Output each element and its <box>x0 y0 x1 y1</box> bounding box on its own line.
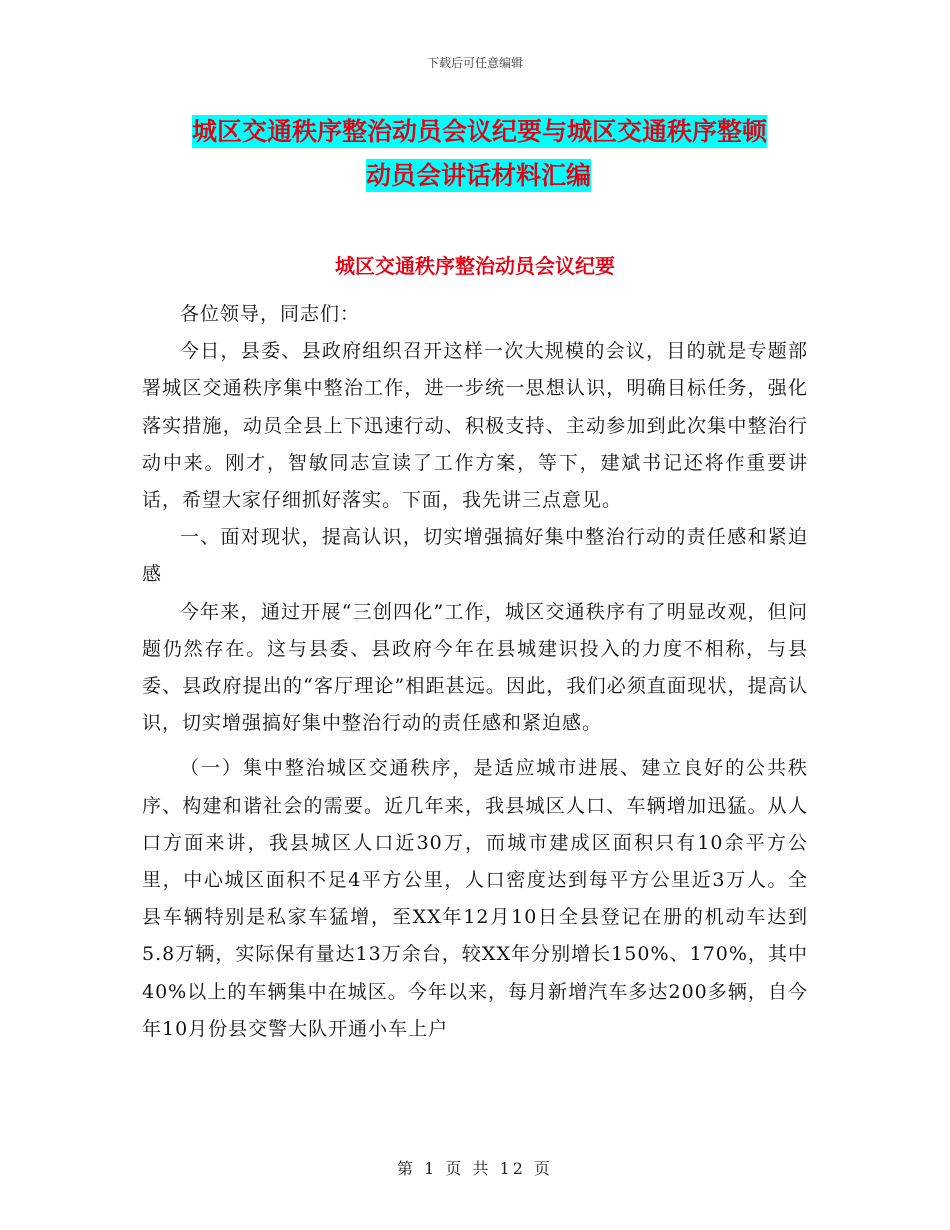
paragraph: （一）集中整治城区交通秩序，是适应城市进展、建立良好的公共秩序、构建和谐社会的需要。近几年来，我县城区人口、车辆增加迅猛。从人口方面来讲，我县城区人口近30万，而城市建成区面积只有10余平方公里，中心城区面积不足4平方公里，人口密度达到每平方公里近3万人。全县车辆特别是私家车猛增，至XX年12月10日全县登记在册的机动车达到5.8万辆，实际保有量达13万余台，较XX年分别增长150%、170%，其中40%以上的车辆集中在城区。今年以来，每月新增汽车多达200多辆，自今年10月份县交警大队开通小车上户 <box>142 757 808 1040</box>
page-total: 12 <box>499 1159 526 1178</box>
paragraph: 今年来，通过开展“三创四化”工作，城区交通秩序有了明显改观，但问题仍然存在。这与县委、县政府今年在县城建识投入的力度不相称，与县委、县政府提出的“客厅理论”相距甚远。因此，我们必须直面现状，提高认识，切实增强搞好集中整治行动的责任感和紧迫感。 <box>142 600 808 735</box>
title-line-1-text: 城区交通秩序整治动员会议纪要与城区交通秩序整顿 <box>192 117 768 146</box>
title-line-2-text: 动员会讲话材料汇编 <box>366 161 592 190</box>
title-line-2 <box>366 154 812 198</box>
paragraph-salutation: 各位领导，同志们： <box>180 303 361 325</box>
document-body <box>142 296 808 1048</box>
paragraph: 今日，县委、县政府组织召开这样一次大规模的会议，目的就是专题部署城区交通秩序集中整治工作，进一步统一思想认识，明确目标任务，强化落实措施，动员全县上下迅速行动、积极支持、主动参加到此次集中整治行动中来。刚才，智敏同志宣读了工作方案，等下，建斌书记还将作重要讲话，希望大家仔细抓好落实。下面，我先讲三点意见。 <box>142 340 808 512</box>
footer-suffix: 页 <box>534 1159 554 1178</box>
title-line-1 <box>192 110 812 154</box>
section-title: 城区交通秩序整治动员会议纪要 <box>335 254 615 278</box>
header-note: 下载后可任意编辑 <box>426 56 523 70</box>
page-footer <box>0 1156 950 1179</box>
paragraph-heading: 一、面对现状，提高认识，切实增强搞好集中整治行动的责任感和紧迫感 <box>142 526 808 586</box>
document-title <box>192 110 812 198</box>
page-number: 1 <box>424 1159 438 1178</box>
footer-middle: 页 共 <box>445 1159 492 1178</box>
footer-prefix: 第 <box>396 1159 416 1178</box>
